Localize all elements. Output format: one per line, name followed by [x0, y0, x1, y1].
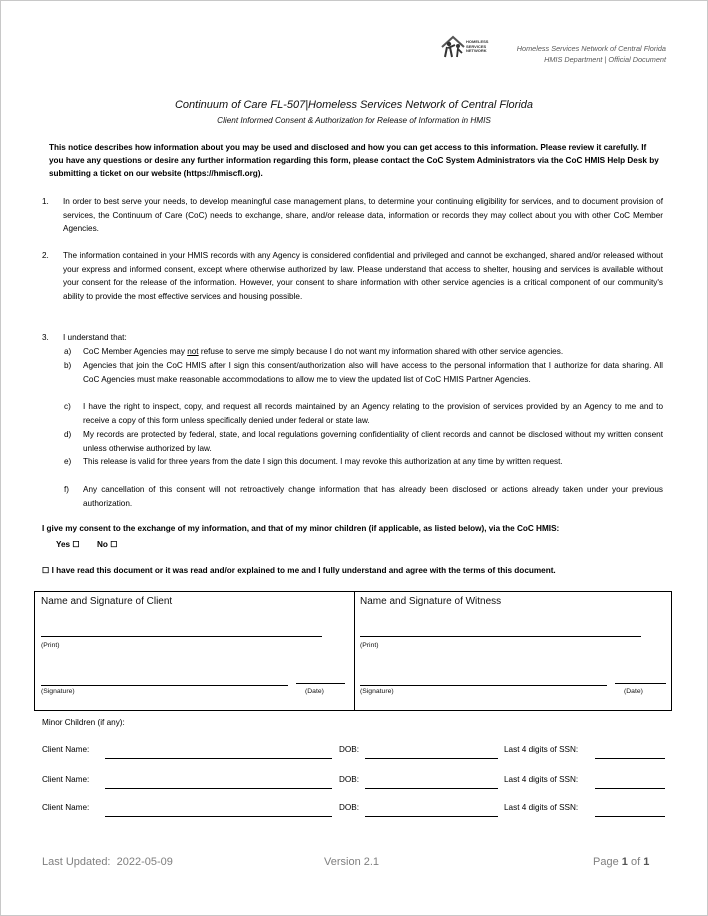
- client-print-label: (Print): [41, 642, 60, 649]
- witness-signature-heading: Name and Signature of Witness: [360, 596, 502, 607]
- ssn-label: Last 4 digits of SSN:: [504, 803, 579, 812]
- dob-label: DOB:: [339, 745, 360, 754]
- client-signature-heading: Name and Signature of Client: [41, 596, 173, 607]
- document-subtitle: Client Informed Consent & Authorization for Release of Information in HMIS: [217, 116, 491, 125]
- witness-date-line[interactable]: [615, 683, 666, 684]
- ssn-field[interactable]: [595, 788, 665, 789]
- signature-box: [34, 591, 672, 711]
- item-text: The information contained in your HMIS records with any Agency is considered confidential and privileged and cannot be exchanged, shared and/or released without your express and informed consent, except where otherwise authorized by law. Please understand that access to shelter, housing and services is available without your consent for the release of the information. However, your consent to share information with other service agencies is a critical component of our community's ability to provide the most effective services and housing possible.: [63, 251, 663, 301]
- header-dept-line: HMIS Department | Official Document: [544, 54, 666, 64]
- subitem-letter: b): [64, 361, 72, 370]
- witness-date-label: (Date): [624, 688, 643, 695]
- subitem-text: CoC Member Agencies may not refuse to serve me simply because I do not want my information shared with other service agencies.: [83, 347, 564, 356]
- intro-notice: This notice describes how information about you may be used and disclosed and how you can get access to this information. Please review it carefully. If you have any questions or desire any further information regarding this form, please contact the CoC System Administrators via the CoC HMIS Help Desk by submitting a ticket on our website (https://hmiscfl.org).: [49, 143, 659, 179]
- dob-field[interactable]: [365, 788, 498, 789]
- version: Version 2.1: [324, 856, 380, 868]
- last-updated: Last Updated: 2022-05-09: [42, 856, 173, 868]
- minor-children-heading: Minor Children (if any):: [42, 718, 125, 727]
- client-name-label: Client Name:: [42, 775, 90, 784]
- ssn-field[interactable]: [595, 758, 665, 759]
- logo-text: HOMELESS SERVICES NETWORK: [466, 39, 489, 53]
- client-name-field[interactable]: [105, 758, 332, 759]
- signature-divider: [354, 591, 355, 711]
- subitem-letter: f): [64, 485, 70, 494]
- consent-statement: I give my consent to the exchange of my information, and that of my minor children (if applicable, as listed below), via the CoC HMIS:: [42, 524, 560, 533]
- client-name-label: Client Name:: [42, 745, 90, 754]
- client-name-field[interactable]: [105, 788, 332, 789]
- item-number: 2.: [42, 251, 49, 260]
- item-text: I understand that:: [63, 333, 127, 342]
- client-print-line[interactable]: [41, 636, 322, 637]
- item-number: 1.: [42, 197, 49, 206]
- witness-signature-label: (Signature): [360, 688, 394, 695]
- client-signature-label: (Signature): [41, 688, 75, 695]
- client-signature-line[interactable]: [41, 685, 288, 686]
- subitem-text: I have the right to inspect, copy, and request all records maintained by an Agency relating to the provision of services provided by an Agency to me and to receive a copy of this form unless specifically denied under federal or state law.: [83, 402, 663, 425]
- client-name-label: Client Name:: [42, 803, 90, 812]
- no-checkbox[interactable]: ☐: [110, 540, 118, 549]
- ssn-label: Last 4 digits of SSN:: [504, 775, 579, 784]
- yes-option[interactable]: Yes ☐: [56, 540, 80, 549]
- ssn-field[interactable]: [595, 816, 665, 817]
- item-number: 3.: [42, 333, 49, 342]
- client-date-line[interactable]: [296, 683, 345, 684]
- subitem-text: Any cancellation of this consent will not retroactively change information that has already been disclosed or actions already taken under your previous authorization.: [83, 485, 663, 508]
- no-option[interactable]: No ☐: [97, 540, 118, 549]
- acknowledgement-checkbox[interactable]: ☐: [42, 566, 50, 575]
- subitem-text: My records are protected by federal, state, and local regulations governing confidentiality of client records and cannot be disclosed without my written consent unless otherwise authorized by law.: [83, 430, 663, 453]
- dob-field[interactable]: [365, 758, 498, 759]
- document-title: Continuum of Care FL-507|Homeless Services Network of Central Florida: [174, 99, 534, 111]
- dob-label: DOB:: [339, 775, 360, 784]
- item-text: In order to best serve your needs, to develop meaningful case management plans, to determine your continuing eligibility for services, and to document provision of services, the Continuum of Care (CoC) needs to exchange, share, and/or release data, information or records they may collect about you with other CoC Member Agencies.: [63, 197, 663, 234]
- subitem-letter: a): [64, 347, 72, 356]
- subitem-letter: d): [64, 430, 72, 439]
- ssn-label: Last 4 digits of SSN:: [504, 745, 579, 754]
- dob-field[interactable]: [365, 816, 498, 817]
- client-date-label: (Date): [305, 688, 324, 695]
- witness-print-line[interactable]: [360, 636, 641, 637]
- page-number: Page 1 of 1: [593, 856, 650, 868]
- subitem-letter: e): [64, 457, 72, 466]
- dob-label: DOB:: [339, 803, 360, 812]
- subitem-text: Agencies that join the CoC HMIS after I sign this consent/authorization also will have access to the personal information that I authorize for data sharing. All CoC Agencies must make reasonable accommodations to allow me to view the updated list of CoC HMIS Partner Agencies.: [83, 361, 663, 384]
- witness-signature-line[interactable]: [360, 685, 607, 686]
- yes-checkbox[interactable]: ☐: [72, 540, 80, 549]
- header-org-info: [517, 44, 666, 65]
- witness-print-label: (Print): [360, 642, 379, 649]
- client-name-field[interactable]: [105, 816, 332, 817]
- header-org-line: Homeless Services Network of Central Florida: [516, 44, 666, 53]
- subitem-letter: c): [64, 402, 71, 411]
- acknowledgement[interactable]: ☐ I have read this document or it was read and/or explained to me and I fully understand and agree with the terms of this document.: [42, 566, 556, 575]
- subitem-text: This release is valid for three years from the date I sign this document. I may revoke this authorization at any time by written request.: [83, 457, 563, 466]
